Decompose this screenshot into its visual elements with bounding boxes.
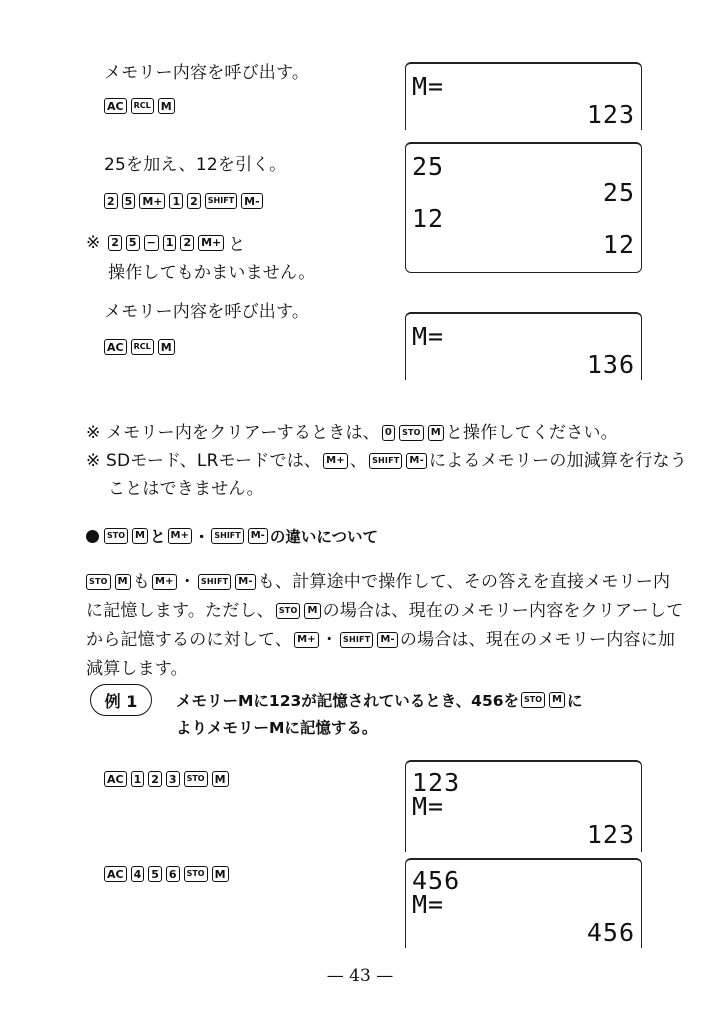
note-sd-lr-mode-line2: ことはできません。 (108, 479, 264, 499)
lcd-row-2: 25 (602, 178, 635, 207)
ac-key[interactable]: AC (104, 771, 127, 787)
digit-5-key[interactable]: 5 (126, 235, 140, 251)
key-sequence-example-1 (104, 771, 233, 787)
example-line-2: よりメモリーMに記憶する。 (176, 719, 378, 737)
lcd-row-2: 136 (586, 350, 635, 379)
heading-dot: ・ (193, 528, 210, 546)
m-plus-key[interactable]: M+ (168, 528, 192, 544)
key-sequence-example-2 (104, 866, 233, 882)
shift-key[interactable]: SHIFT (369, 453, 402, 469)
digit-2-key[interactable]: 2 (187, 193, 201, 209)
para-text: の場合は、現在のメモリー内容に加 (399, 630, 676, 650)
digit-2-key[interactable]: 2 (104, 193, 118, 209)
example-text: メモリーMに123が記憶されているとき、456を (176, 692, 520, 710)
digit-6-key[interactable]: 6 (166, 866, 180, 882)
m-plus-key[interactable]: M+ (323, 453, 348, 469)
section-heading (86, 525, 378, 547)
digit-2-key[interactable]: 2 (148, 771, 162, 787)
paragraph-line-2 (86, 596, 683, 621)
m-plus-key[interactable]: M+ (198, 235, 224, 251)
digit-1-key[interactable]: 1 (163, 235, 177, 251)
key-sequence-add-subtract (104, 193, 267, 209)
m-key[interactable]: M (549, 692, 565, 708)
para-text: に記憶します。ただし、 (86, 601, 274, 621)
heading-and: と (149, 528, 166, 546)
example-text: に (567, 692, 583, 710)
m-key[interactable]: M (158, 98, 175, 114)
lcd-row-2: 123 (586, 100, 635, 129)
ac-key[interactable]: AC (104, 339, 127, 355)
sto-key[interactable]: STO (276, 603, 301, 619)
key-sequence-recall-1 (104, 98, 179, 114)
caption-add-subtract: 25を加え、12を引く。 (104, 155, 287, 175)
digit-5-key[interactable]: 5 (122, 193, 136, 209)
m-plus-key[interactable]: M+ (152, 574, 177, 590)
shift-key[interactable]: SHIFT (211, 528, 243, 544)
lcd-row-3: 12 (412, 204, 445, 233)
para-text: の場合は、現在のメモリー内容をクリアーして (322, 601, 684, 621)
para-text: も、計算途中で操作して、その答えを直接メモリー内 (257, 572, 671, 592)
alt-suffix: と (228, 235, 246, 255)
paragraph-line-3 (86, 625, 675, 650)
m-minus-key[interactable]: M- (248, 528, 268, 544)
example-badge: 例 1 (90, 684, 152, 716)
note-text: と操作してください。 (445, 423, 618, 443)
caption-recall-2: メモリー内容を呼び出す。 (104, 302, 310, 322)
sto-key[interactable]: STO (104, 528, 128, 544)
lcd-display-3 (405, 312, 642, 380)
lcd-row-1: 456 (412, 866, 461, 895)
m-key[interactable]: M (115, 574, 131, 590)
m-plus-key[interactable]: M+ (294, 632, 319, 648)
note-text: ※ メモリー内をクリアーするときは、 (86, 423, 380, 443)
lcd-display-example-1 (405, 760, 642, 852)
alt-note-line2: 操作してもかまいません。 (108, 263, 316, 283)
lcd-display-2 (405, 142, 642, 273)
lcd-display-example-2 (405, 858, 642, 948)
lcd-row-2: M= (412, 792, 445, 821)
digit-2-key[interactable]: 2 (108, 235, 122, 251)
lcd-row-1: 25 (412, 152, 445, 181)
para-dot: ・ (320, 630, 338, 650)
sto-key[interactable]: STO (184, 866, 208, 882)
page-number: — 43 — (326, 966, 394, 986)
m-plus-key[interactable]: M+ (139, 193, 165, 209)
minus-key[interactable]: − (144, 235, 159, 251)
m-minus-key[interactable]: M- (235, 574, 256, 590)
sto-key[interactable]: STO (521, 692, 545, 708)
m-minus-key[interactable]: M- (241, 193, 263, 209)
paragraph-line-1 (86, 567, 670, 592)
m-minus-key[interactable]: M- (377, 632, 398, 648)
caption-recall-1: メモリー内容を呼び出す。 (104, 63, 310, 83)
bullet-icon (86, 530, 99, 543)
digit-1-key[interactable]: 1 (131, 771, 145, 787)
lcd-display-1 (405, 62, 642, 130)
sto-key[interactable]: STO (86, 574, 111, 590)
digit-3-key[interactable]: 3 (166, 771, 180, 787)
paragraph-line-4: 減算します。 (86, 659, 188, 679)
m-key[interactable]: M (158, 339, 175, 355)
m-key[interactable]: M (212, 866, 229, 882)
ac-key[interactable]: AC (104, 98, 127, 114)
m-key[interactable]: M (304, 603, 320, 619)
rcl-key[interactable]: RCL (131, 339, 154, 355)
note-mark: ※ (86, 232, 101, 253)
heading-text: の違いについて (269, 528, 379, 546)
digit-5-key[interactable]: 5 (148, 866, 162, 882)
para-text: も (132, 572, 150, 592)
example-line-1 (176, 689, 583, 711)
lcd-row-3: 123 (586, 820, 635, 849)
lcd-row-4: 12 (602, 230, 635, 259)
note-clear-memory (86, 418, 618, 443)
digit-2-key[interactable]: 2 (180, 235, 194, 251)
lcd-row-2: M= (412, 890, 445, 919)
rcl-key[interactable]: RCL (131, 98, 154, 114)
lcd-row-1: 123 (412, 768, 461, 797)
m-key[interactable]: M (132, 528, 148, 544)
shift-key[interactable]: SHIFT (198, 574, 231, 590)
separator: 、 (349, 451, 368, 471)
digit-0-key[interactable]: 0 (382, 425, 395, 441)
m-key[interactable]: M (428, 425, 444, 441)
alt-key-sequence (86, 230, 245, 255)
lcd-row-3: 456 (586, 918, 635, 947)
digit-4-key[interactable]: 4 (131, 866, 145, 882)
digit-1-key[interactable]: 1 (169, 193, 183, 209)
m-minus-key[interactable]: M- (406, 453, 427, 469)
ac-key[interactable]: AC (104, 866, 127, 882)
m-key[interactable]: M (212, 771, 229, 787)
key-sequence-recall-2 (104, 339, 179, 355)
shift-key[interactable]: SHIFT (205, 193, 237, 209)
lcd-row-1: M= (412, 322, 445, 351)
para-text: から記憶するのに対して、 (86, 630, 293, 650)
note-text: によるメモリーの加減算を行なう (428, 451, 687, 471)
lcd-row-1: M= (412, 72, 445, 101)
para-dot: ・ (178, 572, 196, 592)
sto-key[interactable]: STO (399, 425, 424, 441)
shift-key[interactable]: SHIFT (340, 632, 373, 648)
note-text: ※ SDモード、LRモードでは、 (86, 451, 322, 471)
sto-key[interactable]: STO (184, 771, 208, 787)
note-sd-lr-mode (86, 446, 687, 471)
